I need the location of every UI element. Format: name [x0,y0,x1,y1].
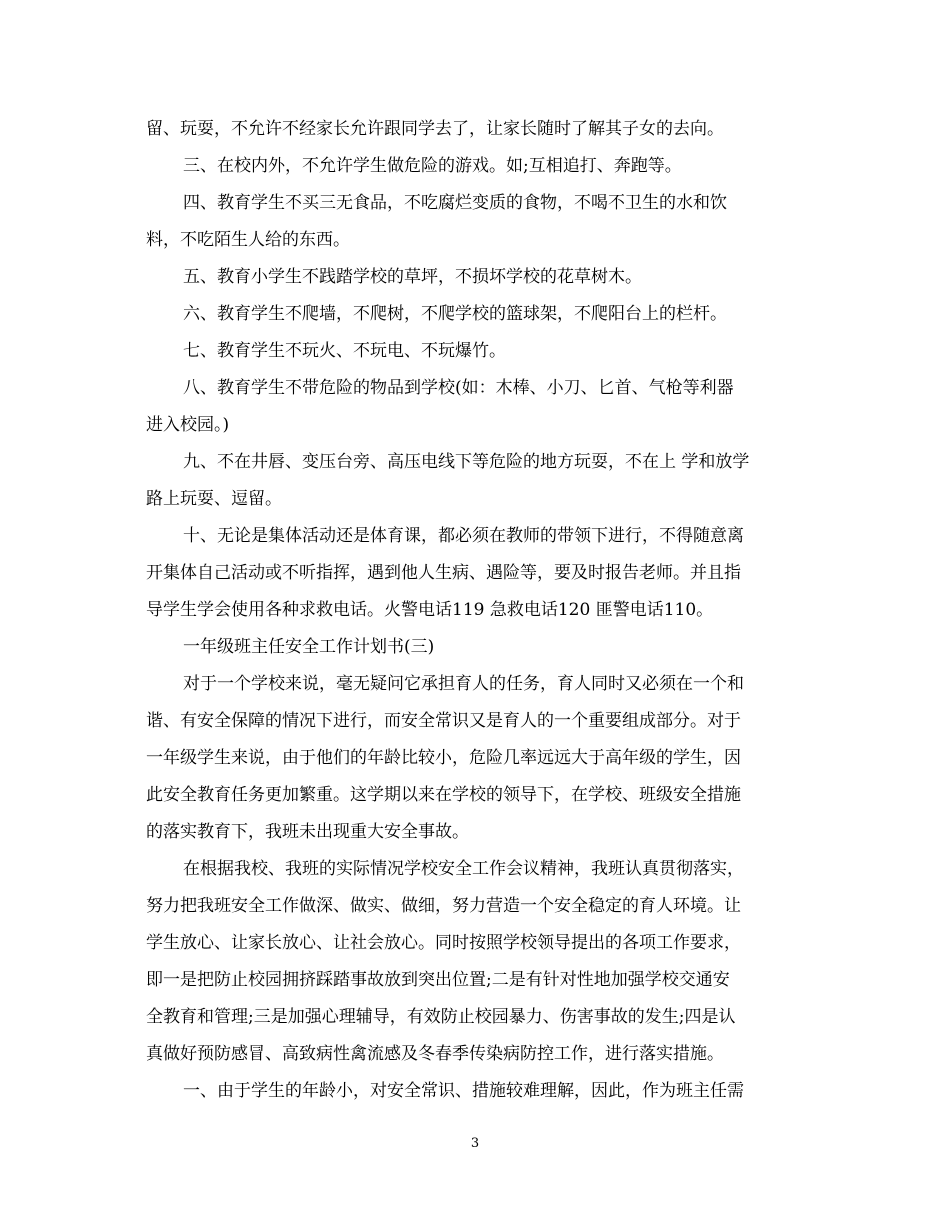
text-line: 在根据我校、我班的实际情况学校安全工作会议精神，我班认真贯彻落实， [183,859,744,879]
text-line: 六、教育学生不爬墙，不爬树，不爬学校的篮球架，不爬阳台上的栏杆。 [183,304,727,324]
text-line: 即一是把防止校园拥挤踩踏事故放到突出位置;二是有针对性地加强学校交通安 [146,970,730,990]
text-line: 九、不在井唇、变压台旁、高压电线下等危险的地方玩耍，不在上 学和放学 [183,452,750,472]
text-line: 料，不吃陌生人给的东西。 [146,230,350,250]
text-line: 对于一个学校来说，毫无疑问它承担育人的任务，育人同时又必须在一个和 [183,674,744,694]
text-line: 谐、有安全保障的情况下进行，而安全常识又是育人的一个重要组成部分。对于 [146,711,741,731]
text-line: 真做好预防感冒、高致病性禽流感及冬春季传染病防控工作，进行落实措施。 [146,1044,724,1064]
text-line: 此安全教育任务更加繁重。这学期以来在学校的领导下，在学校、班级安全措施 [146,785,741,805]
text-line: 努力把我班安全工作做深、做实、做细，努力营造一个安全稳定的育人环境。让 [146,896,741,916]
text-line: 导学生学会使用各种求救电话。火警电话119 急救电话120 匪警电话110。 [146,600,714,620]
text-line: 的落实教育下，我班未出现重大安全事故。 [146,822,469,842]
page-number: 3 [470,1136,480,1151]
text-line: 路上玩耍、逗留。 [146,489,282,509]
text-line: 全教育和管理;三是加强心理辅导，有效防止校园暴力、伤害事故的发生;四是认 [146,1007,736,1027]
section-heading: 一年级班主任安全工作计划书(三) [183,637,435,657]
text-line: 十、无论是集体活动还是体育课，都必须在教师的带领下进行，不得随意离 [183,526,744,546]
text-line: 留、玩耍，不允许不经家长允许跟同学去了，让家长随时了解其子女的去向。 [146,119,724,139]
text-line: 学生放心、让家长放心、让社会放心。同时按照学校领导提出的各项工作要求， [146,933,741,953]
text-line: 五、教育小学生不践踏学校的草坪，不损坏学校的花草树木。 [183,267,642,287]
text-line: 四、教育学生不买三无食品，不吃腐烂变质的食物，不喝不卫生的水和饮 [183,193,727,213]
text-line: 开集体自己活动或不听指挥，遇到他人生病、遇险等，要及时报告老师。并且指 [146,563,741,583]
text-line: 三、在校内外，不允许学生做危险的游戏。如;互相追打、奔跑等。 [183,156,682,176]
text-line: 进入校园。) [146,415,230,435]
text-line: 八、教育学生不带危险的物品到学校(如：木棒、小刀、匕首、气枪等利器 [183,378,734,398]
text-line: 七、教育学生不玩火、不玩电、不玩爆竹。 [183,341,506,361]
text-line: 一、由于学生的年龄小，对安全常识、措施较难理解，因此，作为班主任需 [183,1081,744,1101]
text-line: 一年级学生来说，由于他们的年龄比较小，危险几率远远大于高年级的学生，因 [146,748,741,768]
